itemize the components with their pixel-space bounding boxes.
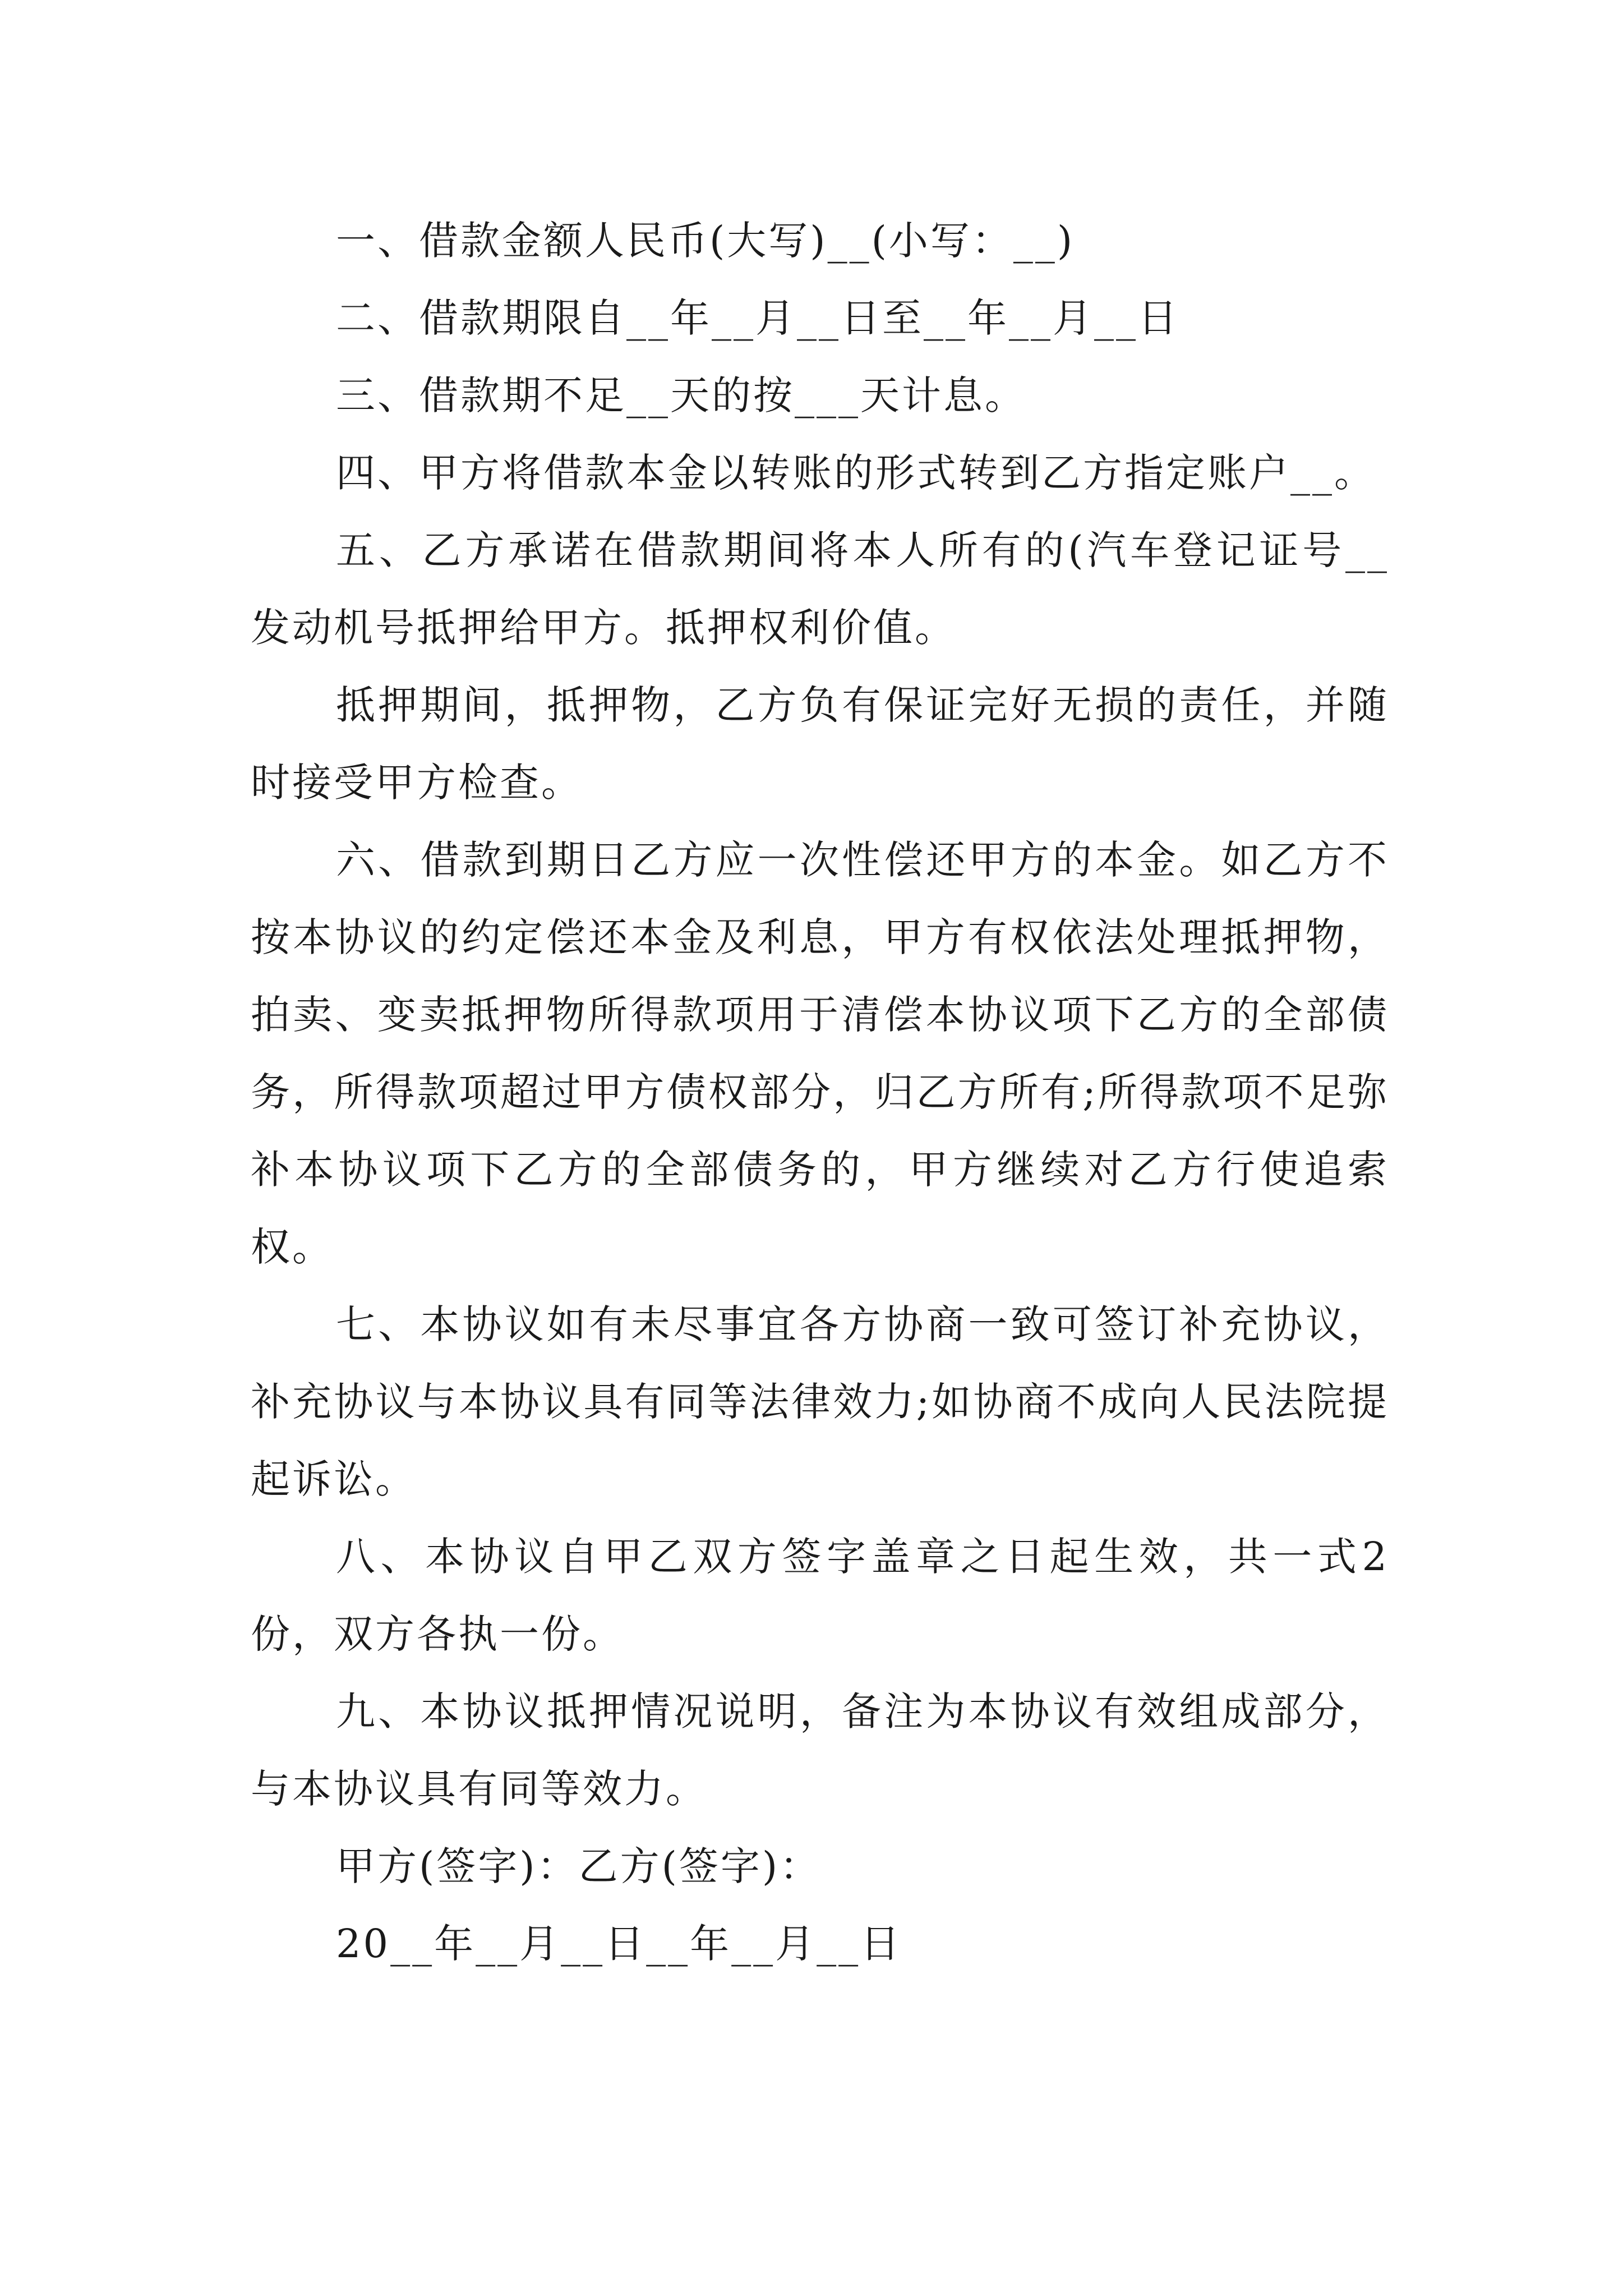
clause-mortgage-period: 抵押期间，抵押物，乙方负有保证完好无损的责任，并随时接受甲方检查。 (251, 682, 1389, 806)
clause-repayment-default: 六、借款到期日乙方应一次性偿还甲方的本金。如乙方不按本协议的约定偿还本金及利息，甲方有权依法处理抵押物，拍卖、变卖抵押物所得款项用于清偿本协议项下乙方的全部债务，所得款项超过甲方债权部分，归乙方所有;所得款项不足弥补本协议项下乙方的全部债务的，甲方继续对乙方行使追索权。 (251, 837, 1389, 1270)
clause-effective-copies: 八、本协议自甲乙双方签字盖章之日起生效，共一式2份，双方各执一份。 (251, 1534, 1389, 1657)
clause-mortgage-notes: 九、本协议抵押情况说明，备注为本协议有效组成部分，与本协议具有同等效力。 (251, 1688, 1389, 1812)
signature-line: 甲方(签字)：乙方(签字)： (336, 1843, 822, 1889)
clause-supplementary-agreement: 七、本协议如有未尽事宜各方协商一致可签订补充协议，补充协议与本协议具有同等法律效力;如协商不成向人民法院提起诉讼。 (251, 1301, 1389, 1502)
clause-mortgage-vehicle: 五、乙方承诺在借款期间将本人所有的(汽车登记证号__发动机号抵押给甲方。抵押权利价值。 (251, 527, 1389, 651)
date-line: 20__年__月__日__年__月__日 (336, 1921, 902, 1967)
document-body (251, 202, 1389, 1982)
clause-transfer-account: 四、甲方将借款本金以转账的形式转到乙方指定账户__。 (336, 450, 1376, 496)
clause-loan-amount: 一、借款金额人民币(大写)__(小写：__) (336, 218, 1075, 264)
clause-loan-term: 二、借款期限自__年__月__日至__年__月__日 (336, 295, 1179, 341)
clause-interest-days: 三、借款期不足__天的按___天计息。 (336, 372, 1026, 418)
